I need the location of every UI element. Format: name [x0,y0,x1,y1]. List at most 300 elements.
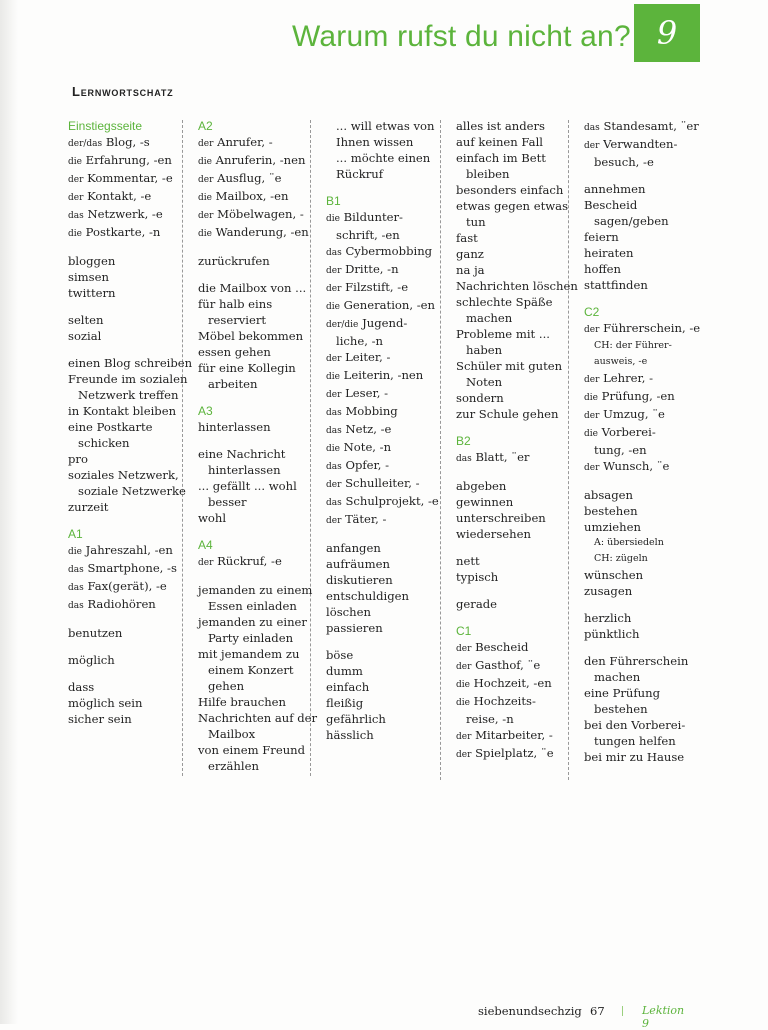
spacer [456,585,578,596]
vocab-entry [68,542,192,560]
vocab-phrase: besuch, -e [594,155,654,169]
vocab-phrase: zusagen [584,584,633,598]
vocab-word: Spielplatz, ¨e [475,746,554,760]
vocab-phrase: möglich [68,653,115,667]
lesson-label: Lektion 9 [642,1004,685,1030]
vocab-word: Möbelwagen, - [217,207,304,221]
vocab-word: Lehrer, - [603,371,654,385]
vocab-word: Hochzeits- [473,694,536,708]
vocab-phrase: hinterlassen [208,463,281,477]
article: der [326,284,342,294]
spacer [68,301,192,312]
vocab-entry [456,639,578,657]
vocab-phrase: für halb eins [198,297,273,311]
vocab-word: Täter, - [345,512,387,526]
article: die [68,229,82,239]
vocab-entry [68,224,192,242]
vocab-phrase: twittern [68,286,116,300]
article: der [326,266,342,276]
vocab-entry [68,206,192,224]
vocab-phrase: jemanden zu einer [198,615,307,629]
vocab-entry [584,320,700,338]
article: das [68,583,84,593]
article: die [198,157,212,167]
vocab-phrase: jemanden zu einem [198,583,313,597]
vocab-phrase: mit jemandem zu [198,647,300,661]
article: die [68,157,82,167]
article: der [456,732,472,742]
vocab-phrase: bloggen [68,254,116,268]
vocab-phrase: Nachrichten auf der [198,711,318,725]
vocab-phrase: fleißig [326,696,364,710]
article: der [584,411,600,421]
vocab-entry [326,297,439,315]
article: der [456,644,472,654]
page-number-word: siebenundsechzig [478,1004,582,1018]
vocab-phrase: die Mailbox von ... [198,281,307,295]
vocab-word: Cybermobbing [345,244,433,258]
vocab-entry [68,152,192,170]
vocab-phrase: Ihnen wissen [336,135,414,149]
vocab-entry [326,475,439,493]
vocab-phrase: simsen [68,270,109,284]
regional-variant: A: übersiedeln [594,537,664,548]
vocab-entry [198,206,317,224]
vocab-word: Fax(gerät), -e [87,579,167,593]
vocab-word: Filzstift, -e [345,280,409,294]
vocab-phrase: erzählen [208,759,259,773]
vocab-word: Opfer, - [345,458,390,472]
vocab-phrase: unterschreiben [456,511,546,525]
spacer [68,641,192,652]
vocab-phrase: in Kontakt bleiben [68,404,177,418]
vocab-phrase: absagen [584,488,633,502]
article: die [584,429,598,439]
lesson-title: Warum rufst du nicht an? [292,20,631,53]
article: das [326,426,342,436]
spacer [584,599,700,610]
page-number: 67 [590,1004,605,1018]
vocab-word: Wunsch, ¨e [603,459,670,473]
article: das [326,462,342,472]
vocab-entry [326,493,439,511]
regional-variant: CH: zügeln [594,553,648,564]
vocab-entry [456,675,578,693]
spacer [584,293,700,304]
vocab-word: Mailbox, -en [215,189,289,203]
spacer [198,571,317,582]
vocab-entry [584,370,700,388]
spacer [198,435,317,446]
article: der [584,325,600,335]
vocab-word: Schulleiter, - [345,476,420,490]
vocab-phrase: wiedersehen [456,527,531,541]
vocab-entry [326,315,439,333]
vocab-word: Note, -n [343,440,392,454]
article: die [198,193,212,203]
vocab-phrase: aufräumen [326,557,390,571]
vocab-entry [456,745,578,763]
spacer [68,668,192,679]
vocab-phrase: Freunde im sozialen [68,372,188,386]
article: der [456,750,472,760]
spacer [456,612,578,623]
spacer [198,392,317,403]
vocab-phrase: nett [456,554,480,568]
vocab-phrase: essen gehen [198,345,271,359]
vocab-word: Rückruf, -e [217,554,282,568]
article: die [326,372,340,382]
vocab-phrase: sozial [68,329,102,343]
spacer [326,636,439,647]
article: das [326,248,342,258]
vocab-entry [326,367,439,385]
vocab-phrase: ... möchte einen [336,151,431,165]
vocab-entry [326,349,439,367]
vocab-word: Vorberei- [601,425,656,439]
vocab-entry [584,406,700,424]
vocab-entry [326,209,439,227]
vocab-phrase: fast [456,231,478,245]
vocab-phrase: zurzeit [68,500,109,514]
article: der [198,558,214,568]
vocab-phrase: gefährlich [326,712,386,726]
article: der [326,516,342,526]
vocab-entry [68,596,192,614]
vocab-word: Gasthof, ¨e [475,658,541,672]
article: der/die [326,320,359,330]
article: der [584,141,600,151]
spacer [198,242,317,253]
vocab-word: Bescheid [475,640,529,654]
vocab-word: Ausflug, ¨e [217,171,282,185]
lesson-number: 9 [656,14,678,52]
vocab-phrase: benutzen [68,626,123,640]
vocab-entry [326,243,439,261]
vocab-word: Mitarbeiter, - [475,728,553,742]
article: die [326,302,340,312]
article: das [68,211,84,221]
vocab-phrase: eine Nachricht [198,447,286,461]
subsection-heading: Einstiegsseite [68,119,143,133]
vocab-entry [326,457,439,475]
vocab-word: Standesamt, ¨er [603,119,699,133]
vocab-word: Netzwerk, -e [87,207,163,221]
spacer [198,526,317,537]
vocab-phrase: selten [68,313,104,327]
vocab-word: Erfahrung, -en [85,153,172,167]
article: der/das [68,139,103,149]
footer-divider [622,1006,623,1016]
vocab-entry [456,727,578,745]
vocab-phrase: soziale Netzwerke [78,484,186,498]
vocab-entry [584,118,700,136]
subsection-heading: A1 [68,527,83,541]
vocab-phrase: entschuldigen [326,589,409,603]
vocab-phrase: ... will etwas von [336,119,435,133]
column-divider [440,120,442,780]
vocab-entry [326,511,439,529]
vocab-word: Leiterin, -nen [343,368,424,382]
vocab-phrase: umziehen [584,520,641,534]
vocab-word: Jugend- [362,316,408,330]
vocab-phrase: hoffen [584,262,622,276]
vocab-entry [326,385,439,403]
vocab-phrase: Rückruf [336,167,384,181]
vocab-word: Bildunter- [343,210,403,224]
vocab-word: Hochzeit, -en [473,676,552,690]
article: das [326,408,342,418]
regional-variant: ausweis, -e [594,356,648,367]
vocab-phrase: Essen einladen [208,599,297,613]
vocab-phrase: bestehen [584,504,638,518]
spacer [198,269,317,280]
vocab-phrase: schlechte Späße [456,295,553,309]
vocab-phrase: anfangen [326,541,381,555]
regional-variant: CH: der Führer- [594,340,672,351]
vocab-entry [584,424,700,442]
vocab-phrase: einfach im Bett [456,151,546,165]
vocab-phrase: abgeben [456,479,507,493]
spacer [68,515,192,526]
spacer [584,170,700,181]
vocab-word: Verwandten- [603,137,678,151]
vocab-column-4 [456,118,578,763]
vocab-entry [456,449,578,467]
vocab-phrase: haben [466,343,503,357]
spacer [326,529,439,540]
spacer [68,344,192,355]
vocab-phrase: arbeiten [208,377,258,391]
subsection-heading: A2 [198,119,213,133]
vocab-word: Führerschein, -e [603,321,701,335]
vocab-phrase: eine Prüfung [584,686,661,700]
article: die [326,214,340,224]
article: die [456,680,470,690]
section-title: Lernwortschatz [72,84,174,99]
article: der [456,662,472,672]
vocab-phrase: bestehen [594,702,648,716]
vocab-phrase: soziales Netzwerk, [68,468,179,482]
vocab-phrase: hässlich [326,728,374,742]
subsection-heading: B2 [456,434,471,448]
vocab-column-1 [68,118,192,727]
subsection-heading: C1 [456,624,472,638]
vocab-phrase: alles ist anders [456,119,545,133]
article: die [456,698,470,708]
article: der [198,175,214,185]
vocab-word: Smartphone, -s [87,561,177,575]
article: das [456,454,472,464]
article: das [584,123,600,133]
subsection-heading: B1 [326,194,341,208]
vocab-word: Radiohören [87,597,156,611]
vocab-phrase: böse [326,648,354,662]
vocab-word: Prüfung, -en [601,389,675,403]
article: die [584,393,598,403]
article: das [326,498,342,508]
vocab-word: Anruferin, -nen [215,153,306,167]
spacer [456,467,578,478]
vocab-phrase: besonders einfach [456,183,564,197]
vocab-phrase: schrift, -en [336,228,400,242]
vocab-column-2 [198,118,317,774]
vocab-word: Leser, - [345,386,389,400]
spacer [584,476,700,487]
vocab-entry [326,421,439,439]
vocab-word: Blog, -s [105,135,150,149]
spacer [584,642,700,653]
vocab-phrase: passieren [326,621,383,635]
vocab-entry [584,136,700,154]
vocab-phrase: gerade [456,597,498,611]
vocab-phrase: gehen [208,679,245,693]
vocab-entry [198,134,317,152]
vocab-entry [198,170,317,188]
vocab-phrase: Möbel bekommen [198,329,304,343]
vocab-phrase: pro [68,452,88,466]
vocab-phrase: feiern [584,230,619,244]
article: das [68,601,84,611]
vocab-entry [584,388,700,406]
vocab-phrase: einfach [326,680,370,694]
vocab-phrase: Probleme mit ... [456,327,550,341]
vocab-phrase: Schüler mit guten [456,359,563,373]
vocab-word: Dritte, -n [345,262,399,276]
spacer [456,422,578,433]
vocab-phrase: bleiben [466,167,510,181]
vocab-phrase: bei den Vorberei- [584,718,686,732]
article: der [198,139,214,149]
vocab-phrase: ... gefällt ... wohl [198,479,297,493]
vocab-phrase: liche, -n [336,334,383,348]
vocab-word: Mobbing [345,404,398,418]
vocab-phrase: von einem Freund [198,743,306,757]
vocab-phrase: dass [68,680,95,694]
vocab-word: Anrufer, - [217,135,273,149]
vocab-word: Leiter, - [345,350,391,364]
vocab-phrase: bei mir zu Hause [584,750,685,764]
vocab-phrase: reserviert [208,313,267,327]
vocab-phrase: zurückrufen [198,254,270,268]
spacer [456,542,578,553]
vocab-entry [584,458,700,476]
vocab-phrase: Mailbox [208,727,256,741]
vocab-phrase: tungen helfen [594,734,676,748]
vocab-phrase: diskutieren [326,573,393,587]
vocab-entry [68,188,192,206]
vocab-column-5 [584,118,700,765]
vocab-phrase: Party einladen [208,631,294,645]
vocab-entry [198,553,317,571]
vocab-entry [326,261,439,279]
vocab-phrase: typisch [456,570,499,584]
vocab-entry [456,693,578,711]
vocab-phrase: zur Schule gehen [456,407,559,421]
vocab-phrase: sondern [456,391,504,405]
vocab-phrase: sagen/geben [594,214,669,228]
vocab-phrase: besser [208,495,247,509]
vocab-entry [456,657,578,675]
vocab-phrase: tun [466,215,486,229]
article: der [584,375,600,385]
vocab-entry [326,403,439,421]
article: der [326,390,342,400]
article: der [326,354,342,364]
binding-shadow [0,0,18,1024]
article: die [68,547,82,557]
spacer [326,182,439,193]
vocab-phrase: schicken [78,436,130,450]
spacer [68,242,192,253]
vocab-phrase: tung, -en [594,443,647,457]
vocab-phrase: machen [466,311,513,325]
vocab-phrase: pünktlich [584,627,640,641]
article: die [326,444,340,454]
vocab-phrase: stattfinden [584,278,648,292]
vocab-phrase: möglich sein [68,696,143,710]
vocab-word: Schulprojekt, -e [345,494,439,508]
vocab-phrase: annehmen [584,182,646,196]
vocab-phrase: einem Konzert [208,663,294,677]
vocab-entry [68,170,192,188]
vocab-phrase: hinterlassen [198,420,271,434]
vocab-phrase: machen [594,670,641,684]
subsection-heading: A4 [198,538,213,552]
subsection-heading: C2 [584,305,600,319]
article: das [68,565,84,575]
vocab-phrase: herzlich [584,611,632,625]
vocab-phrase: Netzwerk treffen [78,388,179,402]
vocab-phrase: ganz [456,247,484,261]
vocab-phrase: für eine Kollegin [198,361,296,375]
spacer [68,614,192,625]
vocab-entry [198,224,317,242]
vocab-entry [326,439,439,457]
vocab-phrase: sicher sein [68,712,132,726]
vocab-phrase: einen Blog schreiben [68,356,193,370]
vocab-word: Wanderung, -en [215,225,309,239]
subsection-heading: A3 [198,404,213,418]
vocab-phrase: Bescheid [584,198,638,212]
article: der [326,480,342,490]
vocab-entry [68,578,192,596]
vocab-word: Generation, -en [343,298,435,312]
vocab-phrase: etwas gegen etwas [456,199,569,213]
vocab-phrase: den Führerschein [584,654,689,668]
vocab-word: Postkarte, -n [85,225,161,239]
vocab-entry [198,188,317,206]
vocab-word: Umzug, ¨e [603,407,665,421]
vocab-word: Netz, -e [345,422,392,436]
vocab-phrase: heiraten [584,246,634,260]
vocab-phrase: dumm [326,664,363,678]
vocab-word: Jahreszahl, -en [85,543,173,557]
article: der [198,211,214,221]
vocab-phrase: wünschen [584,568,644,582]
article: die [198,229,212,239]
vocab-phrase: na ja [456,263,485,277]
vocab-phrase: auf keinen Fall [456,135,544,149]
vocab-phrase: wohl [198,511,227,525]
vocab-phrase: gewinnen [456,495,514,509]
vocab-entry [68,134,192,152]
vocab-word: Blatt, ¨er [475,450,530,464]
vocab-phrase: löschen [326,605,371,619]
article: der [68,193,84,203]
vocab-phrase: Hilfe brauchen [198,695,286,709]
vocab-entry [68,560,192,578]
